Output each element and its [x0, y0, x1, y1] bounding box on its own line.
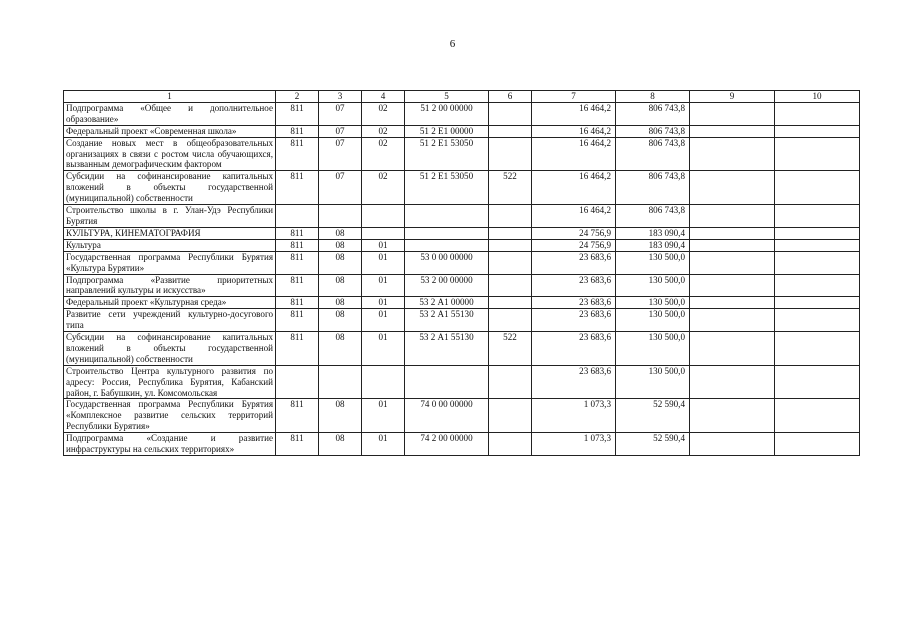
row-name-cell: Строительство школы в г. Улан-Удэ Республики Бурятия: [64, 205, 276, 228]
col-5-cell: 51 2 Е1 53050: [405, 171, 489, 205]
col-4-cell: 01: [362, 399, 405, 433]
col-5-cell: 53 2 А1 55130: [405, 309, 489, 332]
col-4-cell: 01: [362, 239, 405, 251]
col-9-cell: [690, 171, 775, 205]
col-3-cell: 08: [319, 309, 362, 332]
col-6-cell: [489, 365, 532, 399]
col-5-cell: [405, 365, 489, 399]
table-row: [64, 274, 860, 297]
col-6-cell: [489, 274, 532, 297]
col-8-cell: 130 500,0: [616, 365, 690, 399]
col-7-cell: 1 073,3: [532, 433, 616, 456]
col-6-cell: 522: [489, 332, 532, 366]
col-6-cell: [489, 297, 532, 309]
header-cell: 2: [276, 91, 319, 103]
col-7-cell: 16 464,2: [532, 125, 616, 137]
row-name-cell: Подпрограмма «Развитие приоритетных направлений культуры и искусства»: [64, 274, 276, 297]
col-4-cell: 01: [362, 274, 405, 297]
header-cell: 8: [616, 91, 690, 103]
row-name-cell: Субсидии на софинансирование капитальных вложений в объекты государственной (муниципальной) собственности: [64, 171, 276, 205]
col-5-cell: [405, 205, 489, 228]
col-10-cell: [775, 239, 860, 251]
col-9-cell: [690, 297, 775, 309]
col-2-cell: 811: [276, 137, 319, 171]
col-6-cell: 522: [489, 171, 532, 205]
col-3-cell: [319, 205, 362, 228]
col-4-cell: 01: [362, 433, 405, 456]
col-2-cell: 811: [276, 297, 319, 309]
col-3-cell: 08: [319, 332, 362, 366]
col-10-cell: [775, 171, 860, 205]
col-2-cell: [276, 365, 319, 399]
table-row: [64, 399, 860, 433]
col-8-cell: 806 743,8: [616, 205, 690, 228]
row-name-cell: Строительство Центра культурного развития по адресу: Россия, Республика Бурятия, Кабанский район, г. Бабушкин, ул. Комсомольская: [64, 365, 276, 399]
col-10-cell: [775, 309, 860, 332]
col-4-cell: 01: [362, 297, 405, 309]
col-3-cell: 07: [319, 102, 362, 125]
col-5-cell: [405, 239, 489, 251]
col-8-cell: 52 590,4: [616, 399, 690, 433]
col-2-cell: 811: [276, 251, 319, 274]
col-3-cell: 08: [319, 399, 362, 433]
col-6-cell: [489, 433, 532, 456]
col-4-cell: 02: [362, 171, 405, 205]
col-8-cell: 806 743,8: [616, 102, 690, 125]
col-8-cell: 806 743,8: [616, 137, 690, 171]
row-name-cell: Подпрограмма «Создание и развитие инфраструктуры на сельских территориях»: [64, 433, 276, 456]
col-5-cell: 53 2 А1 55130: [405, 332, 489, 366]
col-9-cell: [690, 251, 775, 274]
row-name-cell: Развитие сети учреждений культурно-досугового типа: [64, 309, 276, 332]
col-10-cell: [775, 227, 860, 239]
page-number: 6: [449, 38, 456, 50]
col-4-cell: 01: [362, 309, 405, 332]
col-2-cell: 811: [276, 125, 319, 137]
col-7-cell: 23 683,6: [532, 297, 616, 309]
table-row: [64, 309, 860, 332]
header-cell: 5: [405, 91, 489, 103]
col-8-cell: 806 743,8: [616, 171, 690, 205]
budget-table: [63, 90, 860, 456]
table-row: [64, 227, 860, 239]
header-cell: 9: [690, 91, 775, 103]
col-7-cell: 23 683,6: [532, 309, 616, 332]
col-9-cell: [690, 205, 775, 228]
col-8-cell: 130 500,0: [616, 297, 690, 309]
col-3-cell: 08: [319, 251, 362, 274]
col-9-cell: [690, 433, 775, 456]
table-row: [64, 433, 860, 456]
col-2-cell: [276, 205, 319, 228]
table-row: [64, 125, 860, 137]
col-3-cell: 08: [319, 227, 362, 239]
col-9-cell: [690, 309, 775, 332]
header-row: [64, 91, 860, 103]
col-6-cell: [489, 137, 532, 171]
row-name-cell: Подпрограмма «Общее и дополнительное образование»: [64, 102, 276, 125]
row-name-cell: Культура: [64, 239, 276, 251]
col-7-cell: 23 683,6: [532, 365, 616, 399]
row-name-cell: Государственная программа Республики Бурятия «Комплексное развитие сельских территорий Республики Бурятия»: [64, 399, 276, 433]
table-row: [64, 297, 860, 309]
col-7-cell: 23 683,6: [532, 274, 616, 297]
col-8-cell: 130 500,0: [616, 251, 690, 274]
col-4-cell: [362, 227, 405, 239]
col-3-cell: 07: [319, 137, 362, 171]
col-5-cell: 53 2 00 00000: [405, 274, 489, 297]
col-10-cell: [775, 365, 860, 399]
header-cell: 6: [489, 91, 532, 103]
col-7-cell: 16 464,2: [532, 205, 616, 228]
col-9-cell: [690, 365, 775, 399]
header-cell: 4: [362, 91, 405, 103]
col-5-cell: 51 2 Е1 53050: [405, 137, 489, 171]
col-9-cell: [690, 274, 775, 297]
col-7-cell: 16 464,2: [532, 137, 616, 171]
col-6-cell: [489, 251, 532, 274]
table-row: [64, 239, 860, 251]
row-name-cell: Государственная программа Республики Бурятия «Культура Бурятии»: [64, 251, 276, 274]
row-name-cell: Создание новых мест в общеобразовательных организациях в связи с ростом числа обучающихся, вызванным демографическим фактором: [64, 137, 276, 171]
col-2-cell: 811: [276, 399, 319, 433]
col-9-cell: [690, 125, 775, 137]
col-8-cell: 183 090,4: [616, 227, 690, 239]
col-7-cell: 23 683,6: [532, 332, 616, 366]
col-10-cell: [775, 399, 860, 433]
row-name-cell: Федеральный проект «Культурная среда»: [64, 297, 276, 309]
col-2-cell: 811: [276, 433, 319, 456]
table-row: [64, 205, 860, 228]
table-row: [64, 102, 860, 125]
col-6-cell: [489, 227, 532, 239]
table-row: [64, 171, 860, 205]
col-2-cell: 811: [276, 274, 319, 297]
col-2-cell: 811: [276, 332, 319, 366]
table-row: [64, 365, 860, 399]
col-8-cell: 52 590,4: [616, 433, 690, 456]
col-4-cell: [362, 205, 405, 228]
col-3-cell: 07: [319, 125, 362, 137]
row-name-cell: Федеральный проект «Современная школа»: [64, 125, 276, 137]
col-5-cell: 53 2 А1 00000: [405, 297, 489, 309]
col-6-cell: [489, 102, 532, 125]
col-3-cell: 07: [319, 171, 362, 205]
col-9-cell: [690, 227, 775, 239]
col-9-cell: [690, 102, 775, 125]
col-8-cell: 130 500,0: [616, 309, 690, 332]
col-5-cell: 53 0 00 00000: [405, 251, 489, 274]
col-4-cell: 02: [362, 125, 405, 137]
col-3-cell: 08: [319, 274, 362, 297]
table-header: [64, 91, 860, 103]
col-8-cell: 130 500,0: [616, 274, 690, 297]
col-3-cell: 08: [319, 297, 362, 309]
row-name-cell: КУЛЬТУРА, КИНЕМАТОГРАФИЯ: [64, 227, 276, 239]
col-5-cell: 51 2 Е1 00000: [405, 125, 489, 137]
col-4-cell: 02: [362, 137, 405, 171]
col-7-cell: 16 464,2: [532, 171, 616, 205]
col-2-cell: 811: [276, 227, 319, 239]
col-9-cell: [690, 332, 775, 366]
col-3-cell: [319, 365, 362, 399]
col-5-cell: 51 2 00 00000: [405, 102, 489, 125]
col-5-cell: 74 2 00 00000: [405, 433, 489, 456]
col-10-cell: [775, 205, 860, 228]
table-row: [64, 251, 860, 274]
table-row: [64, 332, 860, 366]
header-cell: 10: [775, 91, 860, 103]
col-10-cell: [775, 274, 860, 297]
col-9-cell: [690, 137, 775, 171]
col-7-cell: 24 756,9: [532, 227, 616, 239]
col-7-cell: 24 756,9: [532, 239, 616, 251]
col-7-cell: 23 683,6: [532, 251, 616, 274]
col-8-cell: 130 500,0: [616, 332, 690, 366]
col-2-cell: 811: [276, 102, 319, 125]
col-5-cell: 74 0 00 00000: [405, 399, 489, 433]
col-10-cell: [775, 251, 860, 274]
col-2-cell: 811: [276, 309, 319, 332]
table-row: [64, 137, 860, 171]
col-6-cell: [489, 399, 532, 433]
col-8-cell: 183 090,4: [616, 239, 690, 251]
col-9-cell: [690, 239, 775, 251]
col-10-cell: [775, 102, 860, 125]
col-5-cell: [405, 227, 489, 239]
col-4-cell: 01: [362, 251, 405, 274]
header-cell: 3: [319, 91, 362, 103]
col-10-cell: [775, 433, 860, 456]
table-body: [64, 102, 860, 455]
col-10-cell: [775, 297, 860, 309]
col-4-cell: 02: [362, 102, 405, 125]
col-2-cell: 811: [276, 171, 319, 205]
row-name-cell: Субсидии на софинансирование капитальных вложений в объекты государственной (муниципальной) собственности: [64, 332, 276, 366]
col-7-cell: 16 464,2: [532, 102, 616, 125]
col-6-cell: [489, 239, 532, 251]
col-8-cell: 806 743,8: [616, 125, 690, 137]
header-cell: 7: [532, 91, 616, 103]
col-9-cell: [690, 399, 775, 433]
col-10-cell: [775, 332, 860, 366]
col-6-cell: [489, 205, 532, 228]
header-cell: 1: [64, 91, 276, 103]
col-10-cell: [775, 137, 860, 171]
col-3-cell: 08: [319, 239, 362, 251]
col-3-cell: 08: [319, 433, 362, 456]
col-7-cell: 1 073,3: [532, 399, 616, 433]
col-10-cell: [775, 125, 860, 137]
col-2-cell: 811: [276, 239, 319, 251]
col-6-cell: [489, 309, 532, 332]
col-4-cell: 01: [362, 332, 405, 366]
col-6-cell: [489, 125, 532, 137]
col-4-cell: [362, 365, 405, 399]
